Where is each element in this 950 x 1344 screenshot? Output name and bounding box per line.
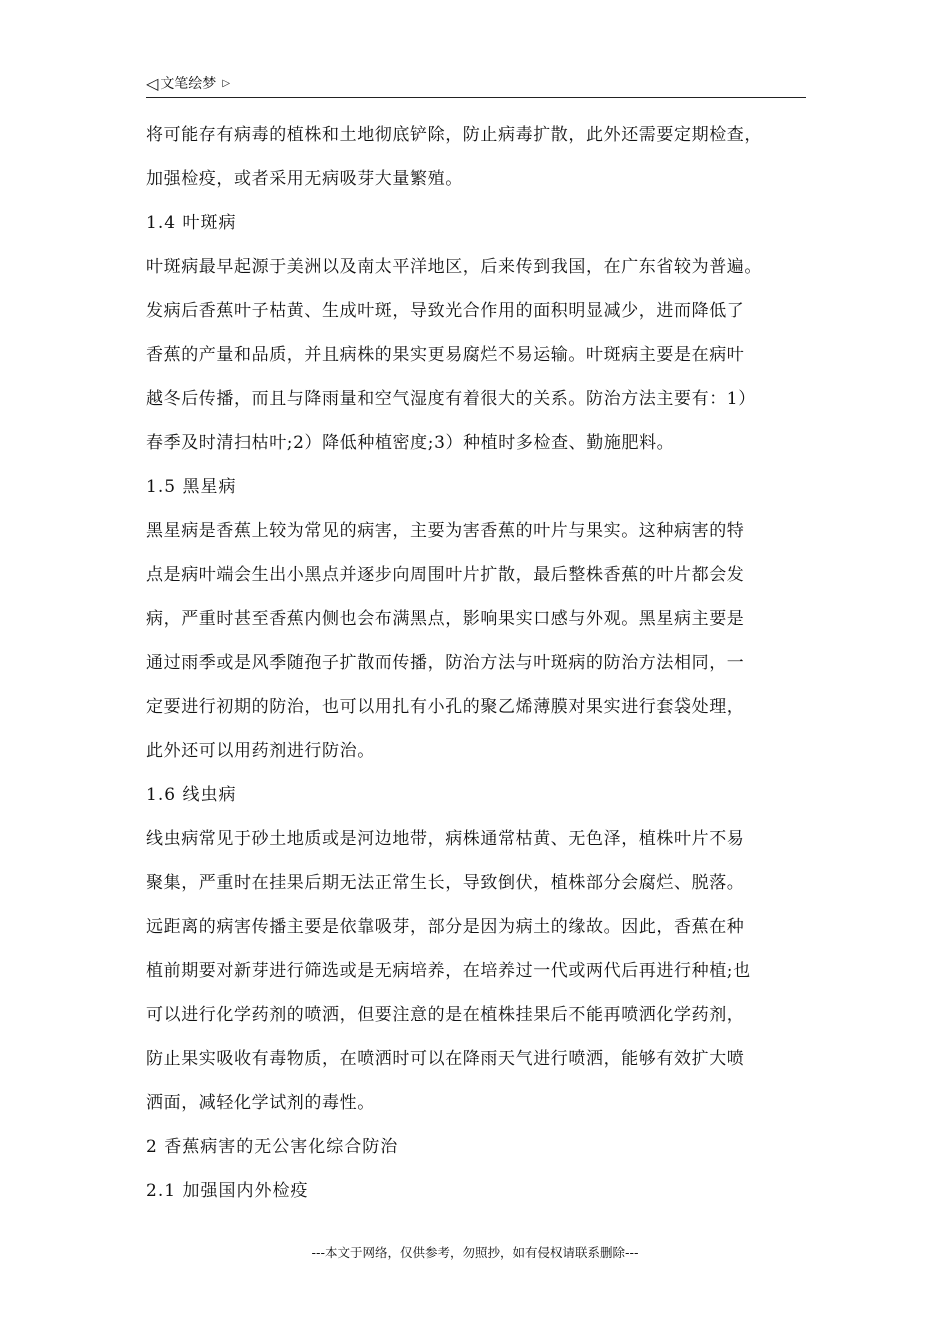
page-footer-notice: ---本文于网络，仅供参考，勿照抄，如有侵权请联系删除--- (311, 1245, 639, 1260)
section-heading-1-6: 1.6 线虫病 (146, 785, 237, 805)
section-heading-1-4: 1.4 叶斑病 (146, 213, 237, 233)
section-heading-2-1: 2.1 加强国内外检疫 (146, 1181, 309, 1201)
text-line: 洒面，减轻化学试剂的毒性。 (146, 1093, 375, 1113)
text-line: 春季及时清扫枯叶;2）降低种植密度;3）种植时多检查、勤施肥料。 (146, 433, 675, 453)
text-line: 发病后香蕉叶子枯黄、生成叶斑，导致光合作用的面积明显减少，进而降低了 (146, 301, 745, 321)
header-title: 文笔绘梦 (160, 76, 217, 92)
text-line: 线虫病常见于砂土地质或是河边地带，病株通常枯黄、无色泽，植株叶片不易 (146, 829, 745, 849)
text-line: 叶斑病最早起源于美洲以及南太平洋地区，后来传到我国，在广东省较为普遍。 (146, 257, 762, 277)
text-line: 可以进行化学药剂的喷洒，但要注意的是在植株挂果后不能再喷洒化学药剂， (146, 1005, 745, 1025)
text-line: 点是病叶端会生出小黑点并逐步向周围叶片扩散，最后整株香蕉的叶片都会发 (146, 565, 745, 585)
text-line: 此外还可以用药剂进行防治。 (146, 741, 375, 761)
header-brand (146, 74, 230, 94)
text-line: 定要进行初期的防治，也可以用扎有小孔的聚乙烯薄膜对果实进行套袋处理， (146, 697, 745, 717)
right-triangle-icon: ▷ (222, 78, 231, 89)
text-line: 将可能存有病毒的植株和土地彻底铲除，防止病毒扩散，此外还需要定期检查， (146, 125, 762, 145)
text-line: 远距离的病害传播主要是依靠吸芽，部分是因为病土的缘故。因此，香蕉在种 (146, 917, 745, 937)
text-line: 通过雨季或是风季随孢子扩散而传播，防治方法与叶斑病的防治方法相同，一 (146, 653, 745, 673)
left-triangle-icon: ◁ (146, 74, 159, 93)
page-header (146, 73, 806, 98)
text-line: 黑星病是香蕉上较为常见的病害，主要为害香蕉的叶片与果实。这种病害的特 (146, 521, 745, 541)
document-body (146, 113, 806, 1213)
section-heading-2: 2 香蕉病害的无公害化综合防治 (146, 1137, 399, 1157)
text-line: 防止果实吸收有毒物质，在喷洒时可以在降雨天气进行喷洒，能够有效扩大喷 (146, 1049, 745, 1069)
section-heading-1-5: 1.5 黑星病 (146, 477, 237, 497)
text-line: 加强检疫，或者采用无病吸芽大量繁殖。 (146, 169, 463, 189)
text-line: 植前期要对新芽进行筛选或是无病培养，在培养过一代或两代后再进行种植;也 (146, 961, 751, 981)
text-line: 香蕉的产量和品质，并且病株的果实更易腐烂不易运输。叶斑病主要是在病叶 (146, 345, 745, 365)
text-line: 越冬后传播，而且与降雨量和空气湿度有着很大的关系。防治方法主要有：1） (146, 389, 756, 409)
text-line: 病，严重时甚至香蕉内侧也会布满黑点，影响果实口感与外观。黑星病主要是 (146, 609, 745, 629)
text-line: 聚集，严重时在挂果后期无法正常生长，导致倒伏，植株部分会腐烂、脱落。 (146, 873, 745, 893)
